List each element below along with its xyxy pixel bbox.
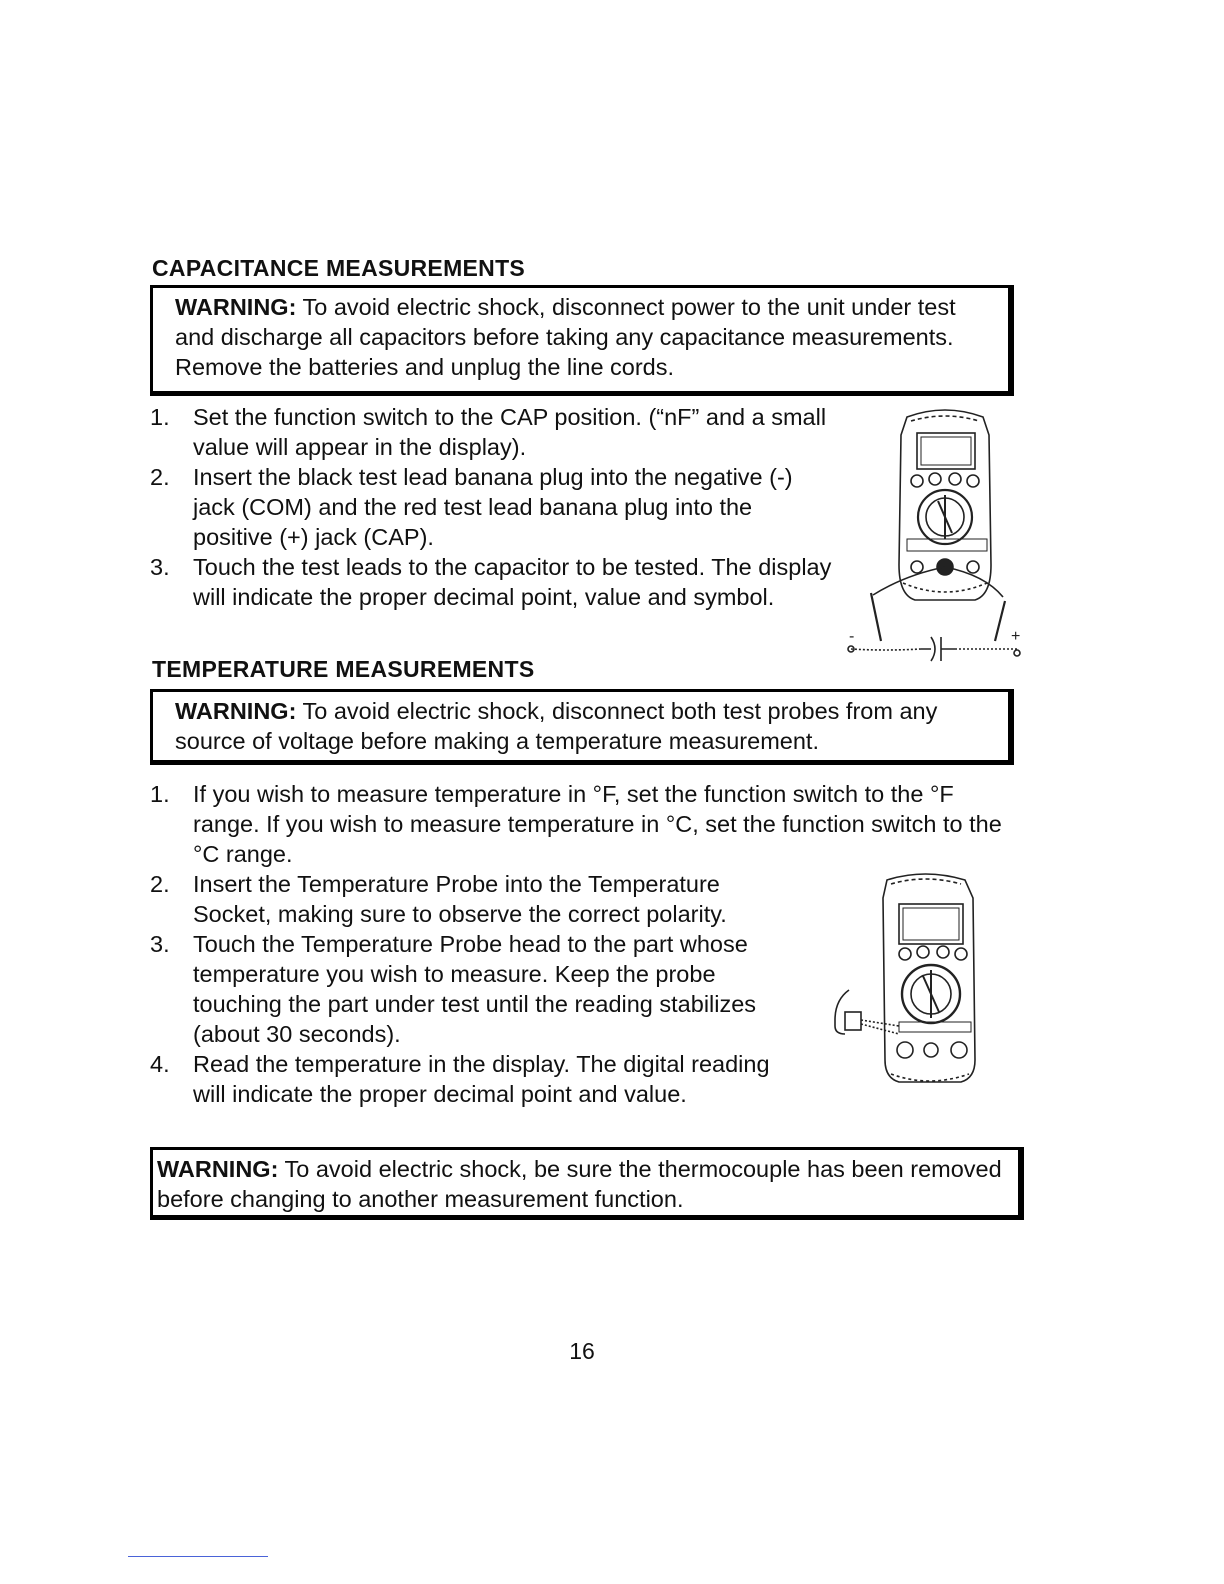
final-warning-box (150, 1147, 1024, 1220)
list-item: 1. Set the function switch to the CAP position. (“nF” and a small value will appear in the display). (150, 404, 827, 460)
capacitance-warning-box (150, 285, 1014, 396)
list-item: 2. Insert the Temperature Probe into the Temperature Socket, making sure to observe the correct polarity. (150, 871, 727, 927)
page-number: 16 (569, 1338, 595, 1364)
temperature-steps-part2 (150, 869, 800, 1109)
footer-divider (128, 1556, 268, 1557)
temperature-warning-box (150, 689, 1014, 765)
list-item: 3. Touch the Temperature Probe head to the part whose temperature you wish to measure. Keep the probe touching the part under test until the reading stabilizes (about 30 seconds). (150, 931, 757, 1047)
temperature-heading: TEMPERATURE MEASUREMENTS (152, 656, 535, 682)
list-item: 1. If you wish to measure temperature in °F, set the function switch to the °F range. If you wish to measure temperature in °C, set the function switch to the °C range. (150, 781, 1002, 867)
multimeter-thermocouple-icon (825, 870, 995, 1090)
plus-sign: + (1011, 628, 1021, 645)
warning-text: To avoid electric shock, be sure the thermocouple has been removed before changing to another measurement function. (157, 1156, 1002, 1212)
multimeter-capacitor-icon (845, 405, 1030, 675)
temperature-steps-part1 (150, 779, 1010, 869)
minus-sign: - (849, 628, 855, 645)
warning-label: WARNING: (175, 294, 297, 320)
warning-label: WARNING: (175, 698, 297, 724)
list-item: 3. Touch the test leads to the capacitor to be tested. The display will indicate the proper decimal point, value and symbol. (150, 554, 832, 610)
capacitance-heading: CAPACITANCE MEASUREMENTS (152, 255, 526, 281)
capacitance-steps (150, 402, 835, 612)
warning-text: To avoid electric shock, disconnect both test probes from any source of voltage before making a temperature measurement. (175, 698, 938, 754)
warning-text: To avoid electric shock, disconnect power to the unit under test and discharge all capacitors before taking any capacitance measurements. Remove the batteries and unplug the line cords. (175, 294, 956, 380)
warning-label: WARNING: (157, 1156, 279, 1182)
list-item: 2. Insert the black test lead banana plug into the negative (-) jack (COM) and the red test lead banana plug into the positive (+) jack (CAP). (150, 464, 793, 550)
list-item: 4. Read the temperature in the display. The digital reading will indicate the proper decimal point and value. (150, 1051, 770, 1107)
